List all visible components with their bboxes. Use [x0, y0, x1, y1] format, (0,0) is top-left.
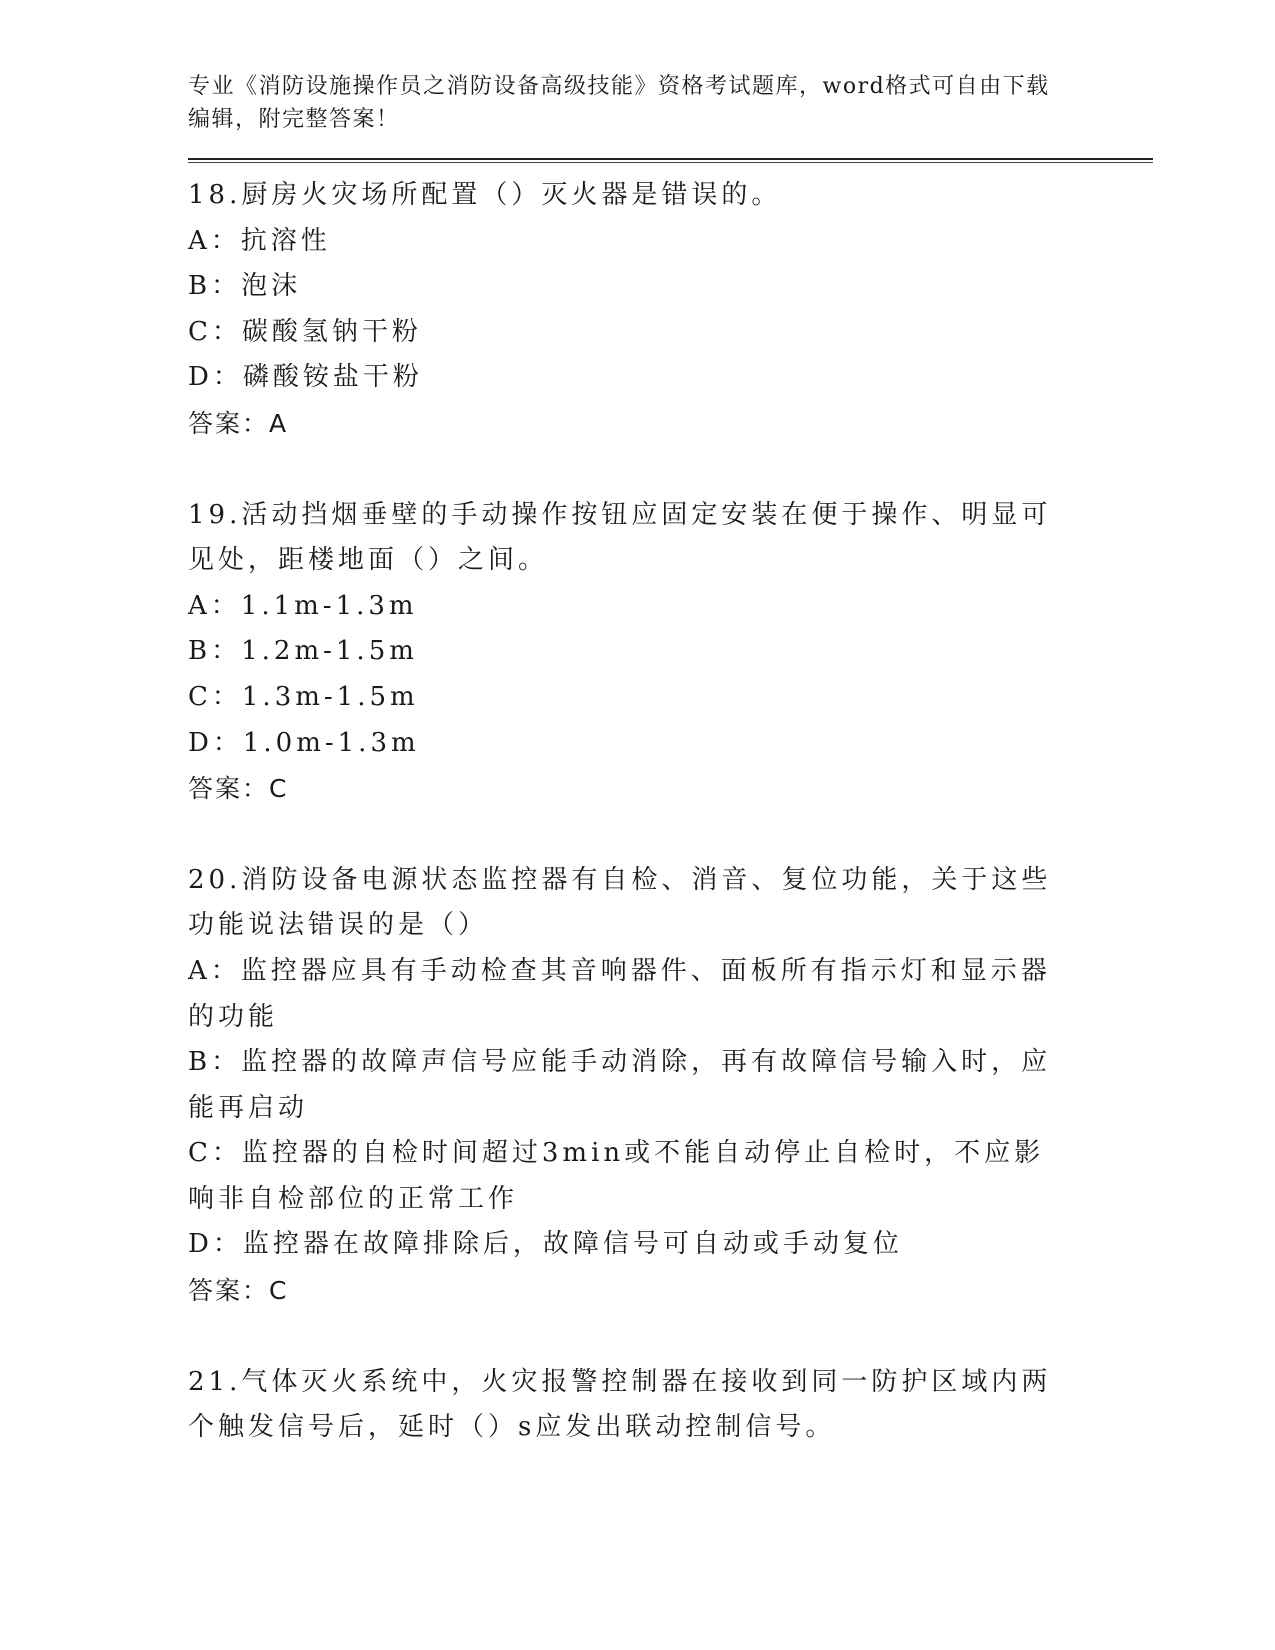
option-a: A：抗溶性 — [188, 225, 331, 256]
option-a: A：1.1m-1.3m — [188, 590, 418, 621]
document-header: 专业《消防设施操作员之消防设备高级技能》资格考试题库，word格式可自由下载编辑，附完整答案！ — [188, 74, 1050, 132]
document-page — [188, 70, 1088, 1497]
question-list — [188, 173, 1088, 1451]
option-d: D：监控器在故障排除后，故障信号可自动或手动复位 — [188, 1229, 903, 1260]
question-19 — [188, 493, 1088, 812]
question-18 — [188, 173, 1088, 447]
question-21 — [188, 1360, 1088, 1451]
question-stem: 20.消防设备电源状态监控器有自检、消音、复位功能，关于这些功能说法错误的是（） — [188, 864, 1052, 941]
option-b: B：1.2m-1.5m — [188, 636, 418, 667]
option-c: C：1.3m-1.5m — [188, 681, 419, 712]
option-b: B：监控器的故障声信号应能手动消除，再有故障信号输入时，应能再启动 — [188, 1047, 1052, 1123]
answer-line: 答案：C — [188, 1276, 289, 1306]
answer-line: 答案：C — [188, 774, 289, 804]
question-stem: 18.厨房火灾场所配置（）灭火器是错误的。 — [188, 180, 782, 210]
question-stem: 19.活动挡烟垂壁的手动操作按钮应固定安装在便于操作、明显可见处，距楼地面（）之间。 — [188, 499, 1052, 576]
option-b: B：泡沫 — [188, 271, 302, 302]
option-d: D：磷酸铵盐干粉 — [188, 362, 423, 393]
option-d: D：1.0m-1.3m — [188, 727, 420, 758]
question-20 — [188, 858, 1088, 1314]
option-c: C：监控器的自检时间超过3min或不能自动停止自检时，不应影响非自检部位的正常工作 — [188, 1138, 1045, 1214]
option-a: A：监控器应具有手动检查其音响器件、面板所有指示灯和显示器的功能 — [188, 955, 1051, 1032]
answer-line: 答案：A — [188, 408, 289, 438]
header-divider — [188, 158, 1153, 163]
option-c: C：碳酸氢钠干粉 — [188, 316, 422, 347]
question-stem: 21.气体灭火系统中，火灾报警控制器在接收到同一防护区域内两个触发信号后，延时（）s应发出联动控制信号。 — [188, 1366, 1052, 1443]
